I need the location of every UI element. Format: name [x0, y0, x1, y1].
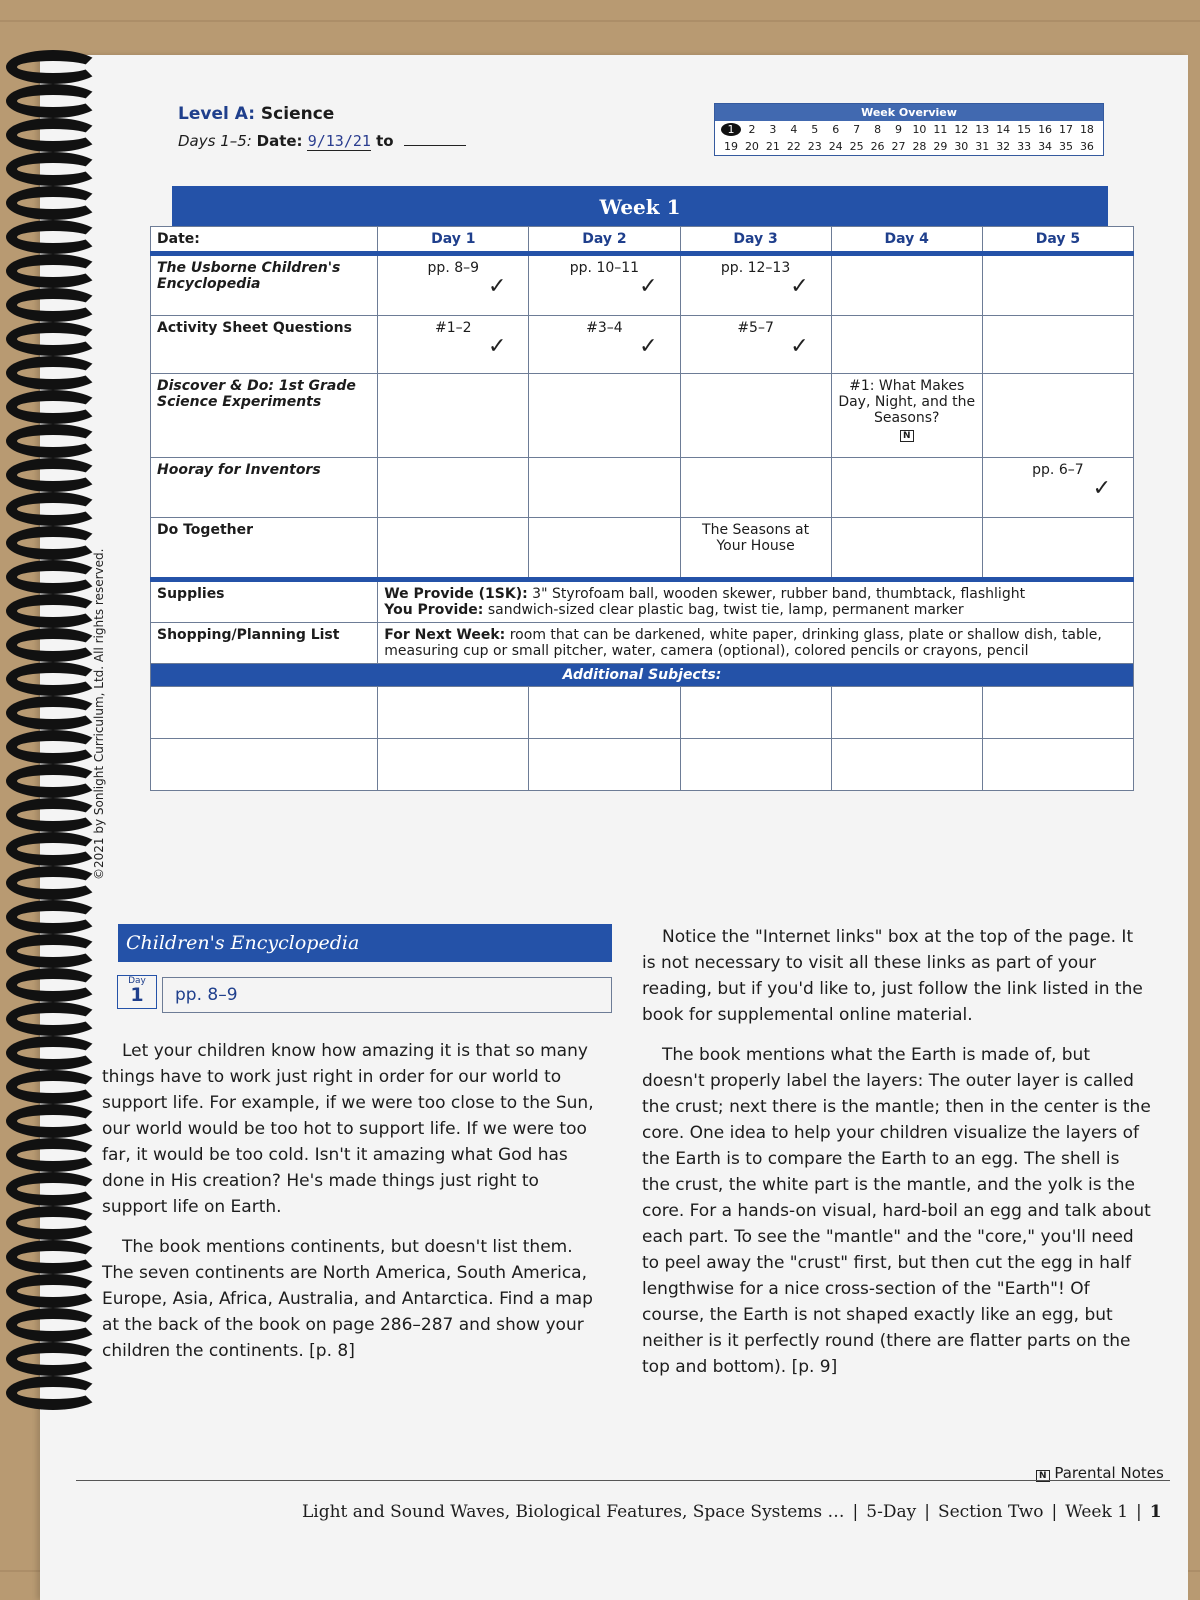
spiral-ring: [6, 186, 100, 220]
week-number: 7: [853, 123, 861, 136]
week-number: 16: [1038, 123, 1053, 136]
schedule-cell[interactable]: [831, 254, 982, 316]
spiral-ring: [6, 1240, 100, 1274]
schedule-cell[interactable]: [529, 518, 680, 580]
schedule-cell[interactable]: [529, 687, 680, 739]
additional-row: [151, 687, 1134, 739]
day-header: Day 1: [378, 227, 529, 254]
spiral-ring: [6, 424, 100, 458]
schedule-cell[interactable]: [982, 374, 1133, 458]
section-title: Children's Encyclopedia: [118, 924, 612, 962]
date-header: Date:: [151, 227, 378, 254]
checkmark-icon: ✓: [790, 274, 809, 299]
schedule-cell[interactable]: [831, 518, 982, 580]
week-number: 29: [933, 140, 948, 153]
spiral-ring: [6, 798, 100, 832]
next-week-label: For Next Week:: [384, 627, 506, 643]
week-number: 34: [1038, 140, 1053, 153]
week-number: 19: [724, 140, 738, 153]
schedule-cell[interactable]: [831, 687, 982, 739]
you-provide-text: sandwich-sized clear plastic bag, twist tie, lamp, permanent marker: [487, 602, 964, 618]
spiral-ring: [6, 900, 100, 934]
day-tag: [117, 975, 157, 1009]
week-number: 4: [790, 123, 798, 136]
checkmark-icon: ✓: [487, 274, 507, 299]
cell-text: pp. 6–7: [1032, 462, 1084, 478]
day-header: Day 4: [831, 227, 982, 254]
checkmark-icon: ✓: [639, 334, 658, 359]
week-overview-row: [715, 121, 1103, 138]
row-label: Supplies: [151, 580, 378, 623]
schedule-cell[interactable]: [529, 374, 680, 458]
spiral-ring: [6, 662, 100, 696]
schedule-cell[interactable]: [982, 316, 1133, 374]
spiral-ring: [6, 220, 100, 254]
checkmark-icon: ✓: [790, 334, 809, 359]
spiral-ring: [6, 322, 100, 356]
spiral-ring: [6, 1036, 100, 1070]
discover-row: [151, 374, 1134, 458]
parental-note-icon: N: [900, 430, 914, 442]
footer-title: Light and Sound Waves, Biological Features, Space Systems …: [302, 1502, 845, 1522]
week-number: 23: [807, 140, 822, 153]
additional-subjects-row: [151, 664, 1134, 687]
spiral-ring: [6, 390, 100, 424]
cell-text: #5–7: [737, 320, 774, 336]
spiral-ring: [6, 50, 100, 84]
spiral-ring: [6, 1342, 100, 1376]
spiral-ring: [6, 560, 100, 594]
schedule-cell[interactable]: [378, 458, 529, 518]
spiral-ring: [6, 1206, 100, 1240]
page-header: [178, 104, 466, 151]
spiral-ring: [6, 526, 100, 560]
additional-subjects-header: Additional Subjects:: [151, 664, 1134, 687]
paragraph: The book mentions continents, but doesn't list them. The seven continents are North America, South America, Europe, Asia, Africa, Australia, and Antarctica. Find a map at the back of the book on page 286–287 and show your children the continents. [p. 8]: [102, 1237, 593, 1361]
we-provide-text: 3" Styrofoam ball, wooden skewer, rubber band, thumbtack, flashlight: [532, 586, 1026, 602]
cell-text: #1: What Makes Day, Night, and the Seasons?: [838, 378, 976, 426]
spiral-ring: [6, 696, 100, 730]
week-number: 13: [975, 123, 990, 136]
footer-section: Section Two: [937, 1502, 1044, 1522]
week-number: 10: [912, 123, 927, 136]
notes-right-column: [642, 924, 1152, 1394]
spiral-ring: [6, 356, 100, 390]
week-number: 31: [975, 140, 990, 153]
week-number: 26: [870, 140, 885, 153]
footer-divider: [76, 1480, 1170, 1481]
end-date-field[interactable]: [404, 145, 466, 146]
schedule-cell[interactable]: [680, 518, 831, 580]
spiral-ring: [6, 628, 100, 662]
page-number: 1: [1149, 1502, 1162, 1522]
supplies-cell: [378, 580, 1134, 623]
cell-text: The Seasons at Your House: [702, 522, 810, 554]
week-number: 18: [1079, 123, 1094, 136]
notes-left-column: [102, 1038, 608, 1378]
spiral-ring: [6, 730, 100, 764]
date-range: [178, 132, 466, 151]
schedule-cell[interactable]: [982, 687, 1133, 739]
day-header: Day 2: [529, 227, 680, 254]
paragraph: The book mentions what the Earth is made of, but doesn't properly label the layers: The outer layer is called the crust; next there is the mantle; then in the center is the core. One idea to help your children visualize the layers of the Earth is to compare the Earth to an egg. The shell is the crust, the white part is the mantle, and the yolk is the core. For a hands-on visual, hard-boil an egg and talk about each part. To see the "mantle" and the "core," you'll need to peel away the "crust" first, but then cut the egg in half lengthwise for a nice cross-section of the "Earth"! Of course, the Earth is not shaped exactly like an egg, but neither is it perfectly round (there are flatter parts on the top and bottom). [p. 9]: [642, 1045, 1151, 1377]
cell-text: #1–2: [435, 320, 472, 336]
row-label: Do Together: [151, 518, 378, 580]
spiral-ring: [6, 1308, 100, 1342]
spiral-ring: [6, 1138, 100, 1172]
current-week-marker: 1: [721, 123, 741, 136]
schedule-cell[interactable]: [831, 458, 982, 518]
level-label: Level A:: [178, 104, 255, 124]
spiral-ring: [6, 458, 100, 492]
week-number: 35: [1059, 140, 1073, 153]
start-date-field[interactable]: 9/13/21: [307, 132, 371, 150]
footer-format: 5-Day: [866, 1502, 917, 1522]
days-label: Days 1–5:: [178, 132, 252, 150]
spiral-ring: [6, 1104, 100, 1138]
copyright-notice: ©2021 by Sonlight Curriculum, Ltd. All rights reserved.: [92, 548, 106, 880]
schedule-cell[interactable]: [982, 458, 1133, 518]
week-number: 5: [811, 123, 819, 136]
spiral-ring: [6, 594, 100, 628]
hooray-row: [151, 458, 1134, 518]
spiral-ring: [6, 832, 100, 866]
schedule-cell[interactable]: [831, 739, 982, 791]
pages-box: pp. 8–9: [162, 977, 612, 1013]
week-number: 32: [996, 140, 1011, 153]
encyclopedia-row: [151, 254, 1134, 316]
week-number: 14: [996, 123, 1011, 136]
additional-row: [151, 739, 1134, 791]
week-overview: [714, 103, 1104, 156]
spiral-ring: [6, 866, 100, 900]
you-provide-label: You Provide:: [384, 602, 484, 618]
cell-text: #3–4: [586, 320, 623, 336]
supplies-row: [151, 580, 1134, 623]
week-number: 21: [765, 140, 780, 153]
to-label: to: [376, 132, 394, 150]
schedule-cell[interactable]: [151, 739, 378, 791]
spiral-ring: [6, 1070, 100, 1104]
schedule-cell[interactable]: [680, 739, 831, 791]
week-number: 24: [828, 140, 843, 153]
schedule-cell[interactable]: [680, 458, 831, 518]
schedule-cell[interactable]: [831, 316, 982, 374]
spiral-ring: [6, 764, 100, 798]
week-number: 6: [832, 123, 840, 136]
week-number: 8: [874, 123, 882, 136]
schedule-cell[interactable]: [529, 254, 680, 316]
week-number: 20: [744, 140, 759, 153]
activity-row: [151, 316, 1134, 374]
schedule-cell[interactable]: [680, 374, 831, 458]
schedule-cell[interactable]: [680, 687, 831, 739]
checkmark-icon: ✓: [639, 274, 658, 299]
schedule-cell[interactable]: [529, 739, 680, 791]
spiral-ring: [6, 968, 100, 1002]
row-label: The Usborne Children's Encyclopedia: [151, 254, 378, 316]
week-number: 11: [933, 123, 948, 136]
week-number: 22: [786, 140, 801, 153]
paragraph: Let your children know how amazing it is that so many things have to work just right in order for our world to support life. For example, if we were too close to the Sun, our world would be too hot to support life. If we were too far, it would be too cold. Isn't it amazing what God has done in His creation? He's made things just right to support life on Earth.: [102, 1041, 594, 1217]
spiral-ring: [6, 118, 100, 152]
shopping-row: [151, 623, 1134, 664]
schedule-cell[interactable]: [378, 254, 529, 316]
week-number: 2: [748, 123, 756, 136]
parental-notes-label: Parental Notes: [1054, 1464, 1164, 1482]
spiral-ring: [6, 934, 100, 968]
schedule-cell[interactable]: [151, 687, 378, 739]
shopping-cell: [378, 623, 1134, 664]
spiral-ring: [6, 84, 100, 118]
day-header: Day 3: [680, 227, 831, 254]
spiral-ring: [6, 1274, 100, 1308]
week-number: 27: [891, 140, 906, 153]
schedule-cell[interactable]: [529, 316, 680, 374]
schedule-cell[interactable]: [378, 374, 529, 458]
schedule-cell[interactable]: [680, 316, 831, 374]
schedule-cell[interactable]: [378, 316, 529, 374]
level-title: [178, 104, 466, 124]
cell-text: pp. 12–13: [720, 260, 791, 276]
schedule-cell[interactable]: [680, 254, 831, 316]
spiral-ring: [6, 1002, 100, 1036]
week-title: Week 1: [172, 186, 1108, 228]
schedule-cell[interactable]: [831, 374, 982, 458]
week-number: 30: [954, 140, 969, 153]
spiral-ring: [6, 254, 100, 288]
schedule-cell[interactable]: [982, 518, 1133, 580]
schedule-cell[interactable]: [982, 739, 1133, 791]
day-header: Day 5: [982, 227, 1133, 254]
week-number: 28: [912, 140, 927, 153]
schedule-cell[interactable]: [982, 254, 1133, 316]
spiral-ring: [6, 288, 100, 322]
schedule-table: [150, 226, 1134, 791]
week-number: 3: [769, 123, 777, 136]
week-number: 17: [1059, 123, 1073, 136]
footer-week: Week 1: [1065, 1502, 1129, 1522]
paragraph: Notice the "Internet links" box at the top of the page. It is not necessary to visit all these links as part of your reading, but if you'd like to, just follow the link listed in the book for supplemental online material.: [642, 927, 1143, 1025]
schedule-cell[interactable]: [378, 687, 529, 739]
day-word: Day: [128, 976, 146, 986]
next-week-text: room that can be darkened, white paper, drinking glass, plate or shallow dish, table, measuring cup or small pitcher, water, camera (optional), colored pencils or crayons, pencil: [384, 627, 1102, 659]
day-number: 1: [130, 984, 144, 1006]
cell-text: pp. 8–9: [427, 260, 480, 276]
subject-label: Science: [260, 104, 335, 124]
week-overview-title: Week Overview: [715, 104, 1103, 121]
row-label: Hooray for Inventors: [151, 458, 378, 518]
week-number: 15: [1017, 123, 1032, 136]
row-label: Shopping/Planning List: [151, 623, 378, 664]
page-footer: Light and Sound Waves, Biological Features, Space Systems … | 5-Day | Section Two | Week 1 | 1: [302, 1502, 1162, 1522]
week-number: 36: [1079, 140, 1094, 153]
week-overview-row: [715, 138, 1103, 155]
cell-text: pp. 10–11: [569, 260, 640, 276]
parental-note-icon: N: [1036, 1470, 1050, 1482]
schedule-cell[interactable]: [529, 458, 680, 518]
schedule-header-row: [151, 227, 1134, 254]
week-number: 12: [954, 123, 969, 136]
date-label: Date:: [256, 132, 303, 150]
spiral-ring: [6, 1376, 100, 1410]
together-row: [151, 518, 1134, 580]
week-number: 33: [1017, 140, 1032, 153]
row-label: Activity Sheet Questions: [151, 316, 378, 374]
spiral-ring: [6, 1172, 100, 1206]
spiral-ring: [6, 152, 100, 186]
week-number: 25: [849, 140, 864, 153]
week-number: 9: [895, 123, 902, 136]
we-provide-label: We Provide (1SK):: [384, 586, 528, 602]
row-label: Discover & Do: 1st Grade Science Experiments: [151, 374, 378, 458]
schedule-cell[interactable]: [378, 518, 529, 580]
schedule-cell[interactable]: [378, 739, 529, 791]
checkmark-icon: ✓: [1092, 476, 1111, 501]
checkmark-icon: ✓: [487, 334, 507, 359]
spiral-ring: [6, 492, 100, 526]
